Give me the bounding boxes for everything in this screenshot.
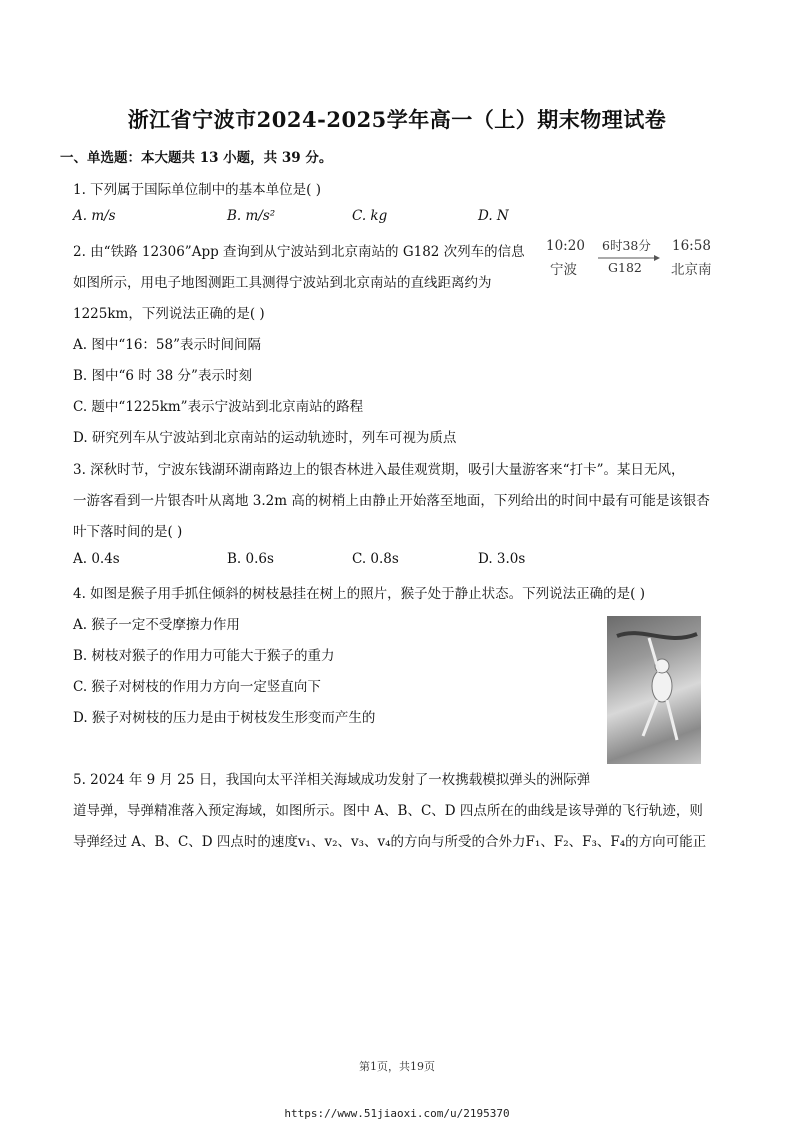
q4-option-d: D. 猴子对树枝的压力是由于树枝发生形变而产生的: [73, 710, 376, 726]
q3-option-d: D. 3.0s: [478, 551, 526, 567]
q4-option-b: B. 树枝对猴子的作用力可能大于猴子的重力: [73, 648, 335, 664]
watermark-link[interactable]: https://www.51jiaoxi.com/u/2195370: [284, 1107, 510, 1120]
question-3-line-2: 一游客看到一片银杏叶从离地 3.2m 高的树梢上由静止开始落至地面，下列给出的时间中最有可能是该银杏: [73, 493, 710, 509]
page-title: 浙江省宁波市2024-2025学年高一（上）期末物理试卷: [127, 107, 667, 132]
q3-option-b: B. 0.6s: [227, 551, 274, 567]
question-2-line-3: 1225km，下列说法正确的是( ): [73, 306, 265, 322]
depart-time: 10:20: [546, 238, 585, 254]
section-heading: 一、单选题：本大题共 13 小题，共 39 分。: [60, 150, 333, 166]
q1-option-c: C. kg: [352, 208, 388, 224]
q1-option-a: A. m/s: [73, 208, 116, 224]
question-2-line-2: 如图所示，用电子地图测距工具测得宁波站到北京南站的直线距离约为: [73, 275, 492, 291]
question-1-stem: 1. 下列属于国际单位制中的基本单位是( ): [73, 182, 321, 198]
monkey-silhouette-icon: [607, 616, 701, 764]
train-info-figure: [546, 236, 726, 282]
question-4-stem: 4. 如图是猴子用手抓住倾斜的树枝悬挂在树上的照片，猴子处于静止状态。下列说法正确的是( ): [73, 586, 645, 602]
question-3-line-1: 3. 深秋时节，宁波东钱湖环湖南路边上的银杏林进入最佳观赏期，吸引大量游客来“打卡”。某日无风，: [73, 462, 685, 478]
q2-option-a: A. 图中“16：58”表示时间间隔: [73, 337, 261, 353]
q2-option-b: B. 图中“6 时 38 分”表示时刻: [73, 368, 252, 384]
monkey-photo: [607, 616, 701, 764]
q1-option-d: D. N: [478, 208, 509, 224]
q4-option-c: C. 猴子对树枝的作用力方向一定竖直向下: [73, 679, 321, 695]
q3-option-c: C. 0.8s: [352, 551, 399, 567]
arrive-time: 16:58: [672, 238, 711, 254]
q2-option-d: D. 研究列车从宁波站到北京南站的运动轨迹时，列车可视为质点: [73, 430, 457, 446]
q3-option-a: A. 0.4s: [73, 551, 120, 567]
duration-label: 6时38分: [602, 238, 651, 253]
question-5-line-3: 导弹经过 A、B、C、D 四点时的速度v₁、v₂、v₃、v₄的方向与所受的合外力F₁、F₂、F₃、F₄的方向可能正: [73, 834, 707, 850]
q2-option-c: C. 题中“1225km”表示宁波站到北京南站的路程: [73, 399, 364, 415]
question-5-line-2: 道导弹，导弹精准落入预定海域，如图所示。图中 A、B、C、D 四点所在的曲线是该导弹的飞行轨迹，则: [73, 803, 703, 819]
question-2-line-1: 2. 由“铁路 12306”App 查询到从宁波站到北京南站的 G182 次列车的信息: [73, 244, 525, 260]
page-number: 第1页，共19页: [359, 1060, 435, 1073]
question-3-line-3: 叶下落时间的是( ): [73, 524, 183, 540]
q4-option-a: A. 猴子一定不受摩擦力作用: [73, 617, 240, 633]
depart-station: 宁波: [550, 262, 577, 278]
train-number: G182: [608, 260, 642, 275]
question-5-line-1: 5. 2024 年 9 月 25 日，我国向太平洋相关海域成功发射了一枚携载模拟弹头的洲际弹: [73, 772, 591, 788]
q1-option-b: B. m/s²: [227, 208, 276, 224]
arrive-station: 北京南: [671, 262, 712, 278]
